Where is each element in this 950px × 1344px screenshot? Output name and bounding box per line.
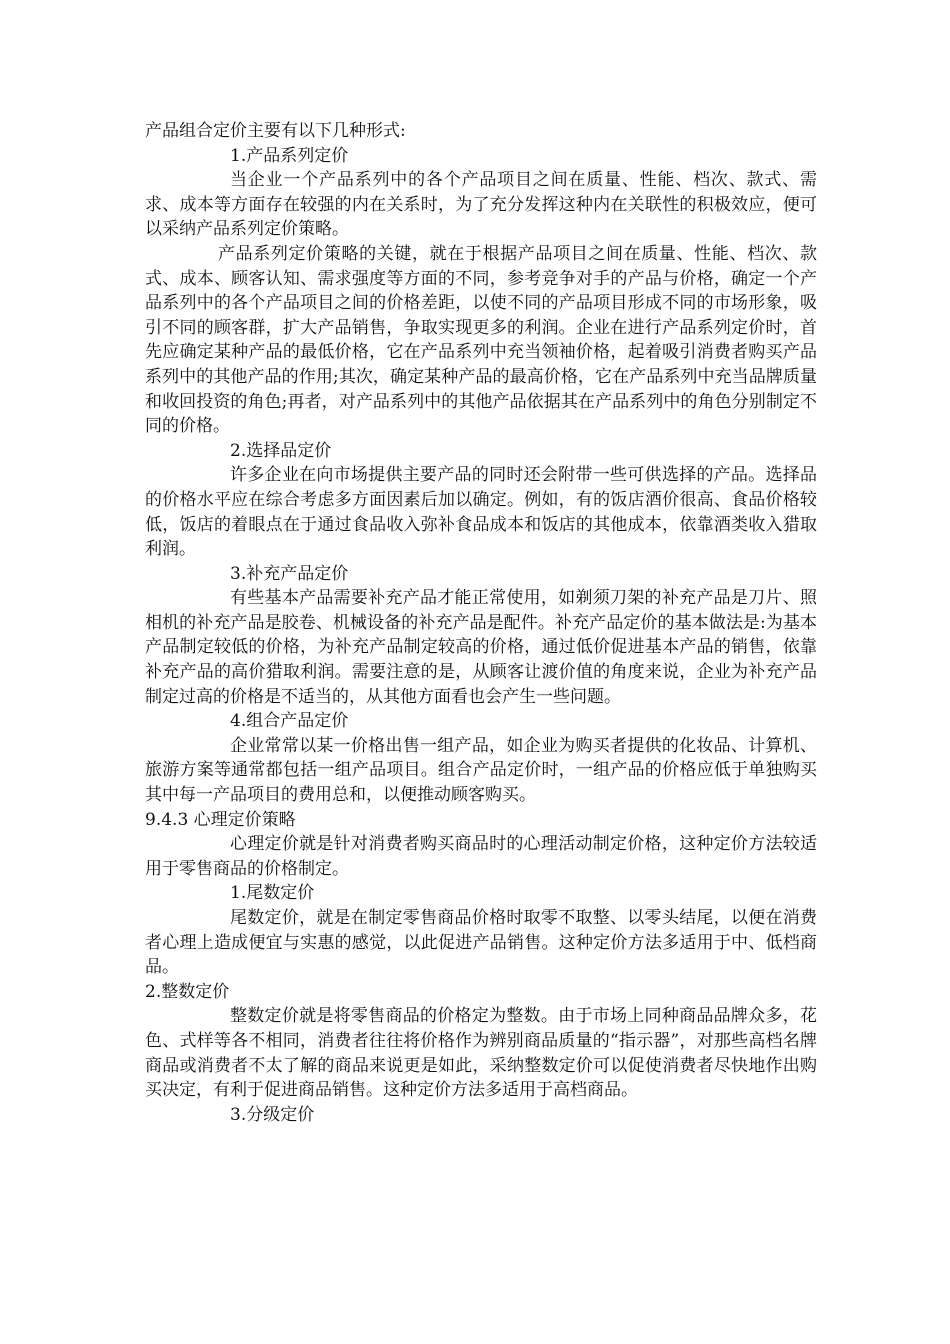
body-paragraph: 许多企业在向市场提供主要产品的同时还会附带一些可供选择的产品。选择品的价格水平应在综合考虑多方面因素后加以确定。例如，有的饭店酒价很高、食品价格较低，饭店的着眼点在于通过食品收入弥补食品成本和饭店的其他成本，依靠酒类收入猎取利润。	[145, 465, 817, 560]
section-heading: 1.产品系列定价	[230, 145, 349, 166]
body-paragraph: 企业常常以某一价格出售一组产品，如企业为购买者提供的化妆品、计算机、旅游方案等通常都包括一组产品项目。组合产品定价时，一组产品的价格应低于单独购买其中每一产品项目的费用总和，以便推动顾客购买。	[145, 735, 817, 806]
document-body	[145, 119, 817, 1127]
body-paragraph: 产品系列定价策略的关键，就在于根据产品项目之间在质量、性能、档次、款式、成本、顾客认知、需求强度等方面的不同，参考竞争对手的产品与价格，确定一个产品系列中的各个产品项目之间的价格差距，以使不同的产品项目形成不同的市场形象，吸引不同的顾客群，扩大产品销售，争取实现更多的利润。企业在进行产品系列定价时，首先应确定某种产品的最低价格，它在产品系列中充当领袖价格，起着吸引消费者购买产品系列中的其他产品的作用;其次，确定某种产品的最高价格，它在产品系列中充当品牌质量和收回投资的角色;再者，对产品系列中的其他产品依据其在产品系列中的角色分别制定不同的价格。	[145, 243, 817, 437]
section-heading: 3.补充产品定价	[230, 563, 349, 584]
section-heading: 1.尾数定价	[230, 883, 315, 904]
section-heading: 2.选择品定价	[230, 440, 332, 461]
body-paragraph: 整数定价就是将零售商品的价格定为整数。由于市场上同种商品品牌众多，花色、式样等各不相同，消费者往往将价格作为辨别商品质量的“指示器”，对那些高档名牌商品或消费者不太了解的商品来说更是如此，采纳整数定价可以促使消费者尽快地作出购买决定，有利于促进商品销售。这种定价方法多适用于高档商品。	[145, 1006, 817, 1101]
section-heading: 4.组合产品定价	[230, 711, 349, 732]
intro-line: 产品组合定价主要有以下几种形式:	[145, 121, 406, 141]
body-paragraph: 当企业一个产品系列中的各个产品项目之间在质量、性能、档次、款式、需求、成本等方面存在较强的内在关系时，为了充分发挥这种内在关联性的积极效应，便可以采纳产品系列定价策略。	[145, 170, 817, 240]
body-paragraph: 有些基本产品需要补充产品才能正常使用，如剃须刀架的补充产品是刀片、照相机的补充产品是胶卷、机械设备的补充产品是配件。补充产品定价的基本做法是:为基本产品制定较低的价格，为补充产品制定较高的价格，通过低价促进基本产品的销售，依靠补充产品的高价猎取利润。需要注意的是，从顾客让渡价值的角度来说，企业为补充产品制定过高的价格是不适当的，从其他方面看也会产生一些问题。	[145, 588, 817, 707]
section-heading: 3.分级定价	[230, 1104, 315, 1125]
body-paragraph: 尾数定价，就是在制定零售商品价格时取零不取整、以零头结尾，以便在消费者心理上造成便宜与实惠的感觉，以此促进产品销售。这种定价方法多适用于中、低档商品。	[145, 908, 817, 978]
section-heading: 2.整数定价	[145, 981, 230, 1002]
body-paragraph: 心理定价就是针对消费者购买商品时的心理活动制定价格，这种定价方法较适用于零售商品的价格制定。	[145, 834, 817, 879]
chapter-heading: 9.4.3 心理定价策略	[145, 809, 296, 830]
